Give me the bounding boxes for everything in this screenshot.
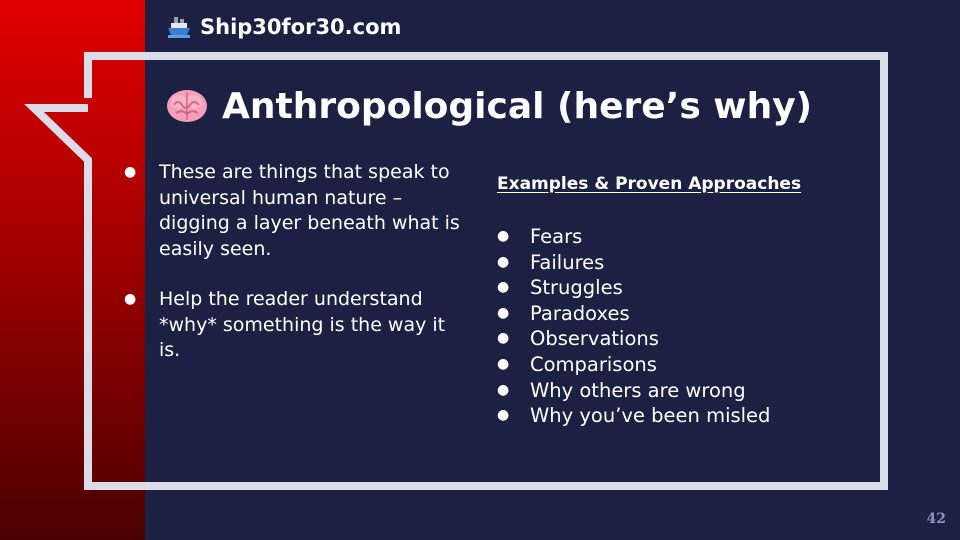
examples-heading: Examples & Proven Approaches [497, 174, 802, 194]
brand-name: Ship30for30.com [200, 15, 402, 39]
list-item: ● Fears [497, 225, 583, 248]
bullet-dot-icon: ● [497, 279, 510, 296]
bullet-dot-icon: ● [497, 355, 510, 372]
examples-panel [493, 174, 863, 429]
bullet-dot-icon: ● [124, 291, 137, 307]
examples-list [493, 224, 863, 429]
bullet-dot-icon: ● [497, 330, 510, 347]
page-number: 42 [926, 511, 946, 527]
left-bullets [120, 160, 470, 389]
bullet-dot-icon: ● [497, 228, 510, 244]
bullet-dot-icon: ● [497, 304, 510, 321]
title-text: Anthropological (here’s why) [222, 85, 813, 127]
list-item: ● Observations [497, 327, 659, 351]
ship-icon [166, 14, 192, 40]
list-item: ● Comparisons [497, 352, 657, 376]
bullet-dot-icon: ● [497, 407, 510, 424]
list-item: ● Paradoxes [497, 301, 630, 325]
brain-icon [164, 83, 210, 129]
left-bullet-item: ● These are things that speak to universal human nature – digging a layer beneath what is easily seen. [124, 161, 460, 260]
list-item: ● Struggles [497, 276, 623, 300]
bullet-dot-icon: ● [124, 164, 137, 180]
bullet-dot-icon: ● [497, 253, 510, 270]
slide-title [164, 76, 812, 136]
brand [166, 12, 401, 42]
list-item: ● Why others are wrong [497, 378, 746, 402]
list-item: ● Failures [497, 250, 605, 274]
bullet-dot-icon: ● [497, 381, 510, 398]
left-bullet-item: ● Help the reader understand *why* something is the way it is. [124, 288, 446, 361]
list-item: ● Why you’ve been misled [497, 404, 771, 428]
